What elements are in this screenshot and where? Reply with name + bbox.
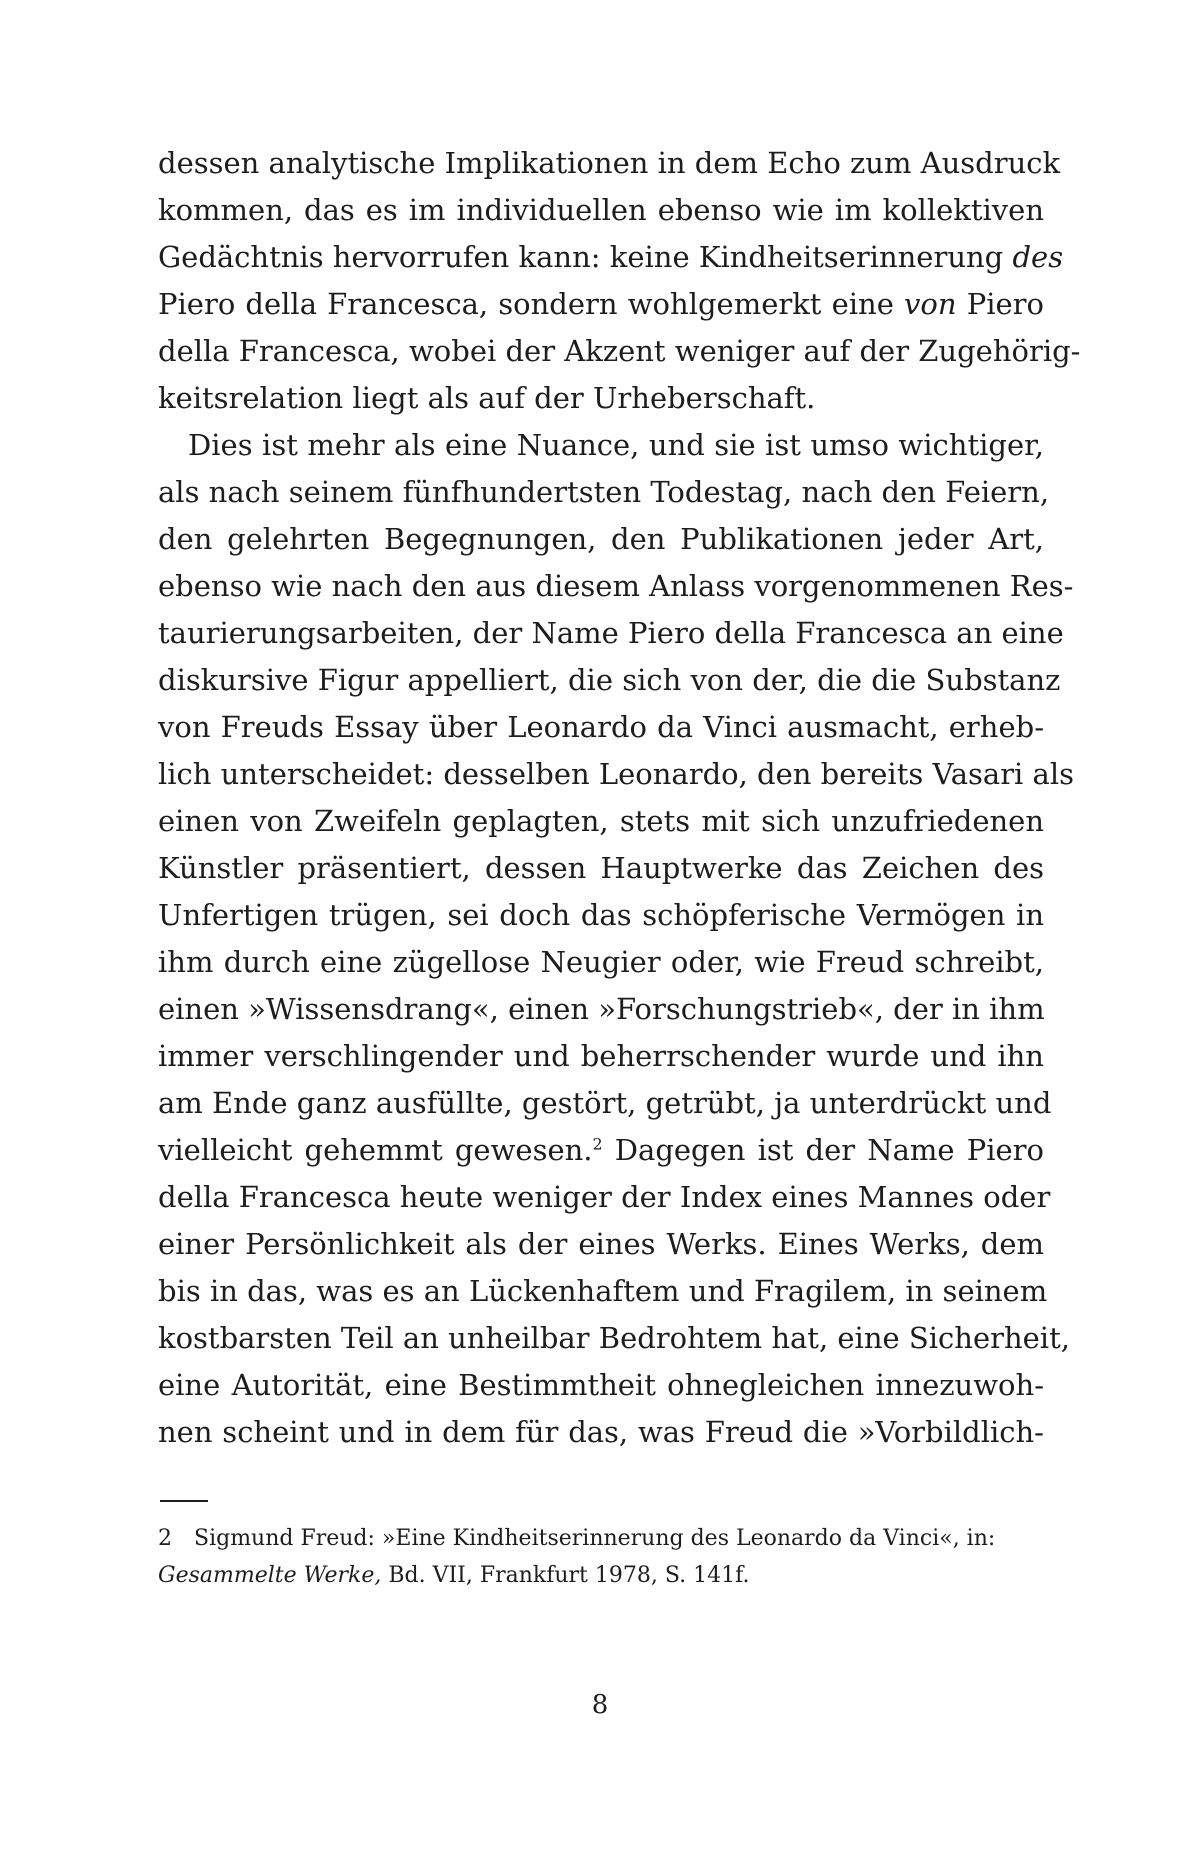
text-segment: ihm durch eine zügellose Neugier oder, wie Freud schreibt, <box>158 945 1044 979</box>
text-segment: eine Autorität, eine Bestimmtheit ohnegleichen innezuwoh- <box>158 1368 1044 1402</box>
text-line <box>158 422 1044 469</box>
text-segment: Dagegen ist der Name Piero <box>602 1133 1044 1167</box>
text-line <box>158 751 1074 798</box>
text-segment: lich unterscheidet: desselben Leonardo, den bereits Vasari als <box>158 757 1074 791</box>
text-segment: keitsrelation liegt als auf der Urheberschaft. <box>158 381 816 415</box>
text-line <box>158 281 1044 328</box>
text-segment: nen scheint und in dem für das, was Freud die »Vorbildlich- <box>158 1415 1044 1449</box>
text-segment: Piero <box>956 287 1044 321</box>
text-line <box>158 1362 1044 1409</box>
text-line <box>158 516 1044 563</box>
text-segment: einen »Wissensdrang«, einen »Forschungstrieb«, der in ihm <box>158 992 1045 1026</box>
text-line <box>158 610 1064 657</box>
footnote-line-1 <box>158 1520 1044 1557</box>
text-line <box>158 563 1074 610</box>
text-segment: am Ende ganz ausfüllte, gestört, getrübt, ja unterdrückt und <box>158 1086 1052 1120</box>
text-line <box>158 1268 1048 1315</box>
text-line <box>158 140 1061 187</box>
italic-text: des <box>1012 240 1064 274</box>
text-line <box>158 892 1044 939</box>
text-line <box>158 1315 1070 1362</box>
text-segment: dessen analytische Implikationen in dem Echo zum Ausdruck <box>158 146 1061 180</box>
text-segment: einen von Zweifeln geplagten, stets mit sich unzufriedenen <box>158 804 1044 838</box>
text-segment: von Freuds Essay über Leonardo da Vinci ausmacht, erheb- <box>158 710 1044 744</box>
text-segment: immer verschlingender und beherrschender wurde und ihn <box>158 1039 1044 1073</box>
text-line <box>158 1221 1044 1268</box>
text-segment: ebenso wie nach den aus diesem Anlass vorgenommenen Res- <box>158 569 1074 603</box>
text-segment: Piero della Francesca, sondern wohlgemerkt eine <box>158 287 905 321</box>
text-line <box>158 1080 1052 1127</box>
main-text <box>158 140 1081 1456</box>
text-line <box>158 328 1081 375</box>
page-number: 8 <box>591 1690 609 1720</box>
text-line <box>158 1174 1051 1221</box>
text-segment: Dies ist mehr als eine Nuance, und sie ist umso wichtiger, <box>188 428 1044 462</box>
text-segment: als nach seinem fünfhundertsten Todestag, nach den Feiern, <box>158 475 1050 509</box>
text-segment: Unfertigen trügen, sei doch das schöpferische Vermögen in <box>158 898 1044 932</box>
text-line <box>158 234 1064 281</box>
text-line <box>158 187 1044 234</box>
text-segment: kostbarsten Teil an unheilbar Bedrohtem hat, eine Sicherheit, <box>158 1321 1070 1355</box>
italic-text: von <box>904 287 957 321</box>
text-line <box>158 1033 1044 1080</box>
text-line <box>158 704 1044 751</box>
text-segment: della Francesca, wobei der Akzent weniger auf der Zugehörig- <box>158 334 1081 368</box>
footnote-divider <box>160 1500 208 1502</box>
text-segment: Gedächtnis hervorrufen kann: keine Kindheitserinnerung <box>158 240 1013 274</box>
text-segment: kommen, das es im individuellen ebenso wie im kollektiven <box>158 193 1044 227</box>
text-segment: Künstler präsentiert, dessen Hauptwerke das Zeichen des <box>158 851 1044 885</box>
text-segment: einer Persönlichkeit als der eines Werks. Eines Werks, dem <box>158 1227 1044 1261</box>
text-line <box>158 469 1050 516</box>
text-line <box>158 845 1044 892</box>
text-line <box>158 1409 1044 1456</box>
footnote-text-2: Bd. VII, Frankfurt 1978, S. 141f. <box>381 1563 750 1588</box>
text-line <box>158 657 1061 704</box>
text-segment: diskursive Figur appelliert, die sich von der, die die Substanz <box>158 663 1061 697</box>
footnote-number: 2 <box>158 1526 172 1551</box>
footnote-line-2 <box>158 1557 1044 1594</box>
text-line <box>158 986 1044 1033</box>
text-segment: den gelehrten Begegnungen, den Publikationen jeder Art, <box>158 522 1044 556</box>
text-segment: vielleicht gehemmt gewesen. <box>158 1133 593 1167</box>
text-segment: della Francesca heute weniger der Index eines Mannes oder <box>158 1180 1051 1214</box>
text-line <box>158 939 1044 986</box>
text-line <box>158 1127 1044 1174</box>
text-line <box>158 798 1044 845</box>
text-segment: bis in das, was es an Lückenhaftem und Fragilem, in seinem <box>158 1274 1048 1308</box>
footnote-text-1: Sigmund Freud: »Eine Kindheitserinnerung des Leonardo da Vinci«, in: <box>194 1526 996 1551</box>
footnote <box>158 1520 1044 1594</box>
footnote-work-title: Gesammelte Werke, <box>158 1563 382 1588</box>
footnote-marker[interactable]: 2 <box>592 1134 603 1154</box>
text-segment: taurierungsarbeiten, der Name Piero della Francesca an eine <box>158 616 1064 650</box>
text-line <box>158 375 1044 422</box>
